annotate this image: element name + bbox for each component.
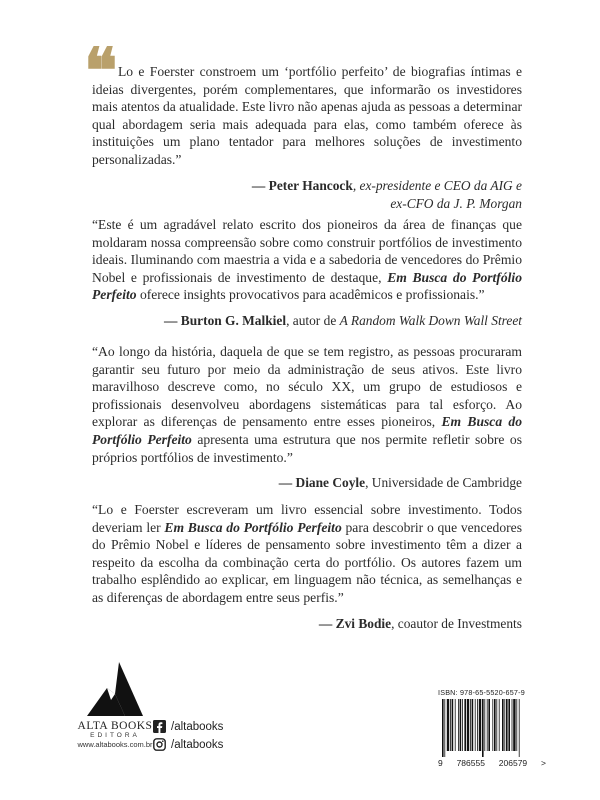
- author-role: , coautor de Investments: [391, 615, 522, 631]
- author-role-2: ex-CFO da J. P. Morgan: [390, 195, 522, 211]
- quote-text: Lo e Foerster constroem um ‘portfólio perfeito’ de biografias íntimas e ideias divergentes, porém complementares, que informarão os investidores mais atentos da atualidade. Este livro não apenas ajuda as pessoas a determinar qual abordagem seria mais adequada para elas, como também oferece às instituições um plano tentador para melhores soluções de investimento personalizadas.”: [92, 64, 522, 167]
- book-title: Em Busca do Portfólio Perfeito: [164, 519, 342, 535]
- book-title: Em Busca do Portfólio Perfeito: [92, 414, 522, 447]
- quote-text: [92, 216, 522, 304]
- isbn-digit-end: >: [541, 758, 546, 768]
- isbn-digit-group-1: 786555: [456, 758, 485, 768]
- alta-books-mountain-icon: [85, 660, 145, 718]
- quote-bodie: [92, 501, 522, 633]
- quote-text-a: “Ao longo da história, daquela de que se tem registro, as pessoas procuraram garantir seu futuro por meio da administração de seus ativos. Este livro maravilhoso descreve como, no século XX, um grupo de estudiosos e profissionais desenvolveu abordagens sistemáticas para tal esforço. Ao explorar as diferenças de pensamento entre esses pioneiros,: [92, 344, 522, 430]
- isbn-digits: [438, 758, 546, 768]
- quote-malkiel: [92, 216, 522, 330]
- instagram-link[interactable]: [153, 738, 223, 751]
- quote-text-a: “Este é um agradável relato escrito dos pioneiros da área de finanças que moldaram nossa compreensão sobre como construir portfólios de investimento ideais. Iluminando com maestria a vida e a sabedoria de vencedores do Prêmio Nobel e profissionais de investimento de destaque,: [92, 217, 522, 285]
- quote-attribution: [92, 177, 522, 213]
- author-role: , autor de: [286, 312, 340, 328]
- book-title: Em Busca do Portfólio Perfeito: [92, 269, 522, 303]
- isbn-block: [438, 688, 548, 768]
- author-role: , ex-presidente e CEO da AIG e: [352, 177, 522, 193]
- isbn-label: ISBN: 978-65-5520-657-9: [438, 688, 525, 697]
- isbn-digit-group-2: 206579: [498, 758, 528, 768]
- facebook-handle: /altabooks: [171, 720, 224, 733]
- author-role: , Universidade de Cambridge: [365, 475, 522, 491]
- quote-text: [92, 343, 522, 466]
- author-book: A Random Walk Down Wall Street: [339, 312, 522, 328]
- author-name: — Burton G. Malkiel: [164, 312, 287, 328]
- quote-mark-icon: ❝: [84, 34, 118, 107]
- quote-attribution: [92, 312, 522, 330]
- quote-coyle: [92, 343, 522, 492]
- instagram-icon: [153, 738, 166, 751]
- quote-text-a: “Lo e Foerster escreveram um livro essencial sobre investimento. Todos deveriam ler: [92, 502, 522, 535]
- publisher-url[interactable]: www.altabooks.com.br: [77, 740, 153, 749]
- quote-attribution: [92, 615, 522, 633]
- author-name: — Zvi Bodie: [318, 615, 392, 631]
- publisher-name: ALTA BOOKS: [77, 720, 153, 732]
- author-name: — Diane Coyle: [278, 475, 366, 491]
- quote-attribution: [92, 474, 522, 492]
- quote-text: [92, 501, 522, 607]
- quote-text-c: para descobrir o que vencedores do Prêmio Nobel e líderes de pensamento sobre investimento têm a dizer a respeito da escolha da combinação certa do portfólio. Os autores fazem um trabalho esplêndido ao explicar, em linguagem não técnica, as semelhanças e as diferenças de abordagem entre seus perfis.”: [92, 519, 522, 605]
- publisher-sub: EDITORA: [90, 732, 140, 739]
- facebook-link[interactable]: [153, 720, 223, 733]
- author-name: — Peter Hancock: [251, 177, 353, 193]
- barcode-icon: [438, 699, 546, 757]
- quote-text-c: apresenta uma estrutura que nos permite refletir sobre os próprios portfólios de investimento.”: [92, 431, 522, 465]
- quote-hancock: [92, 63, 522, 213]
- isbn-digit-0: 9: [438, 758, 443, 768]
- facebook-icon: [153, 720, 166, 733]
- publisher-logo: [70, 660, 160, 749]
- instagram-handle: /altabooks: [171, 738, 224, 751]
- quote-text-c: oferece insights provocativos para acadêmicos e profissionais.”: [136, 287, 485, 303]
